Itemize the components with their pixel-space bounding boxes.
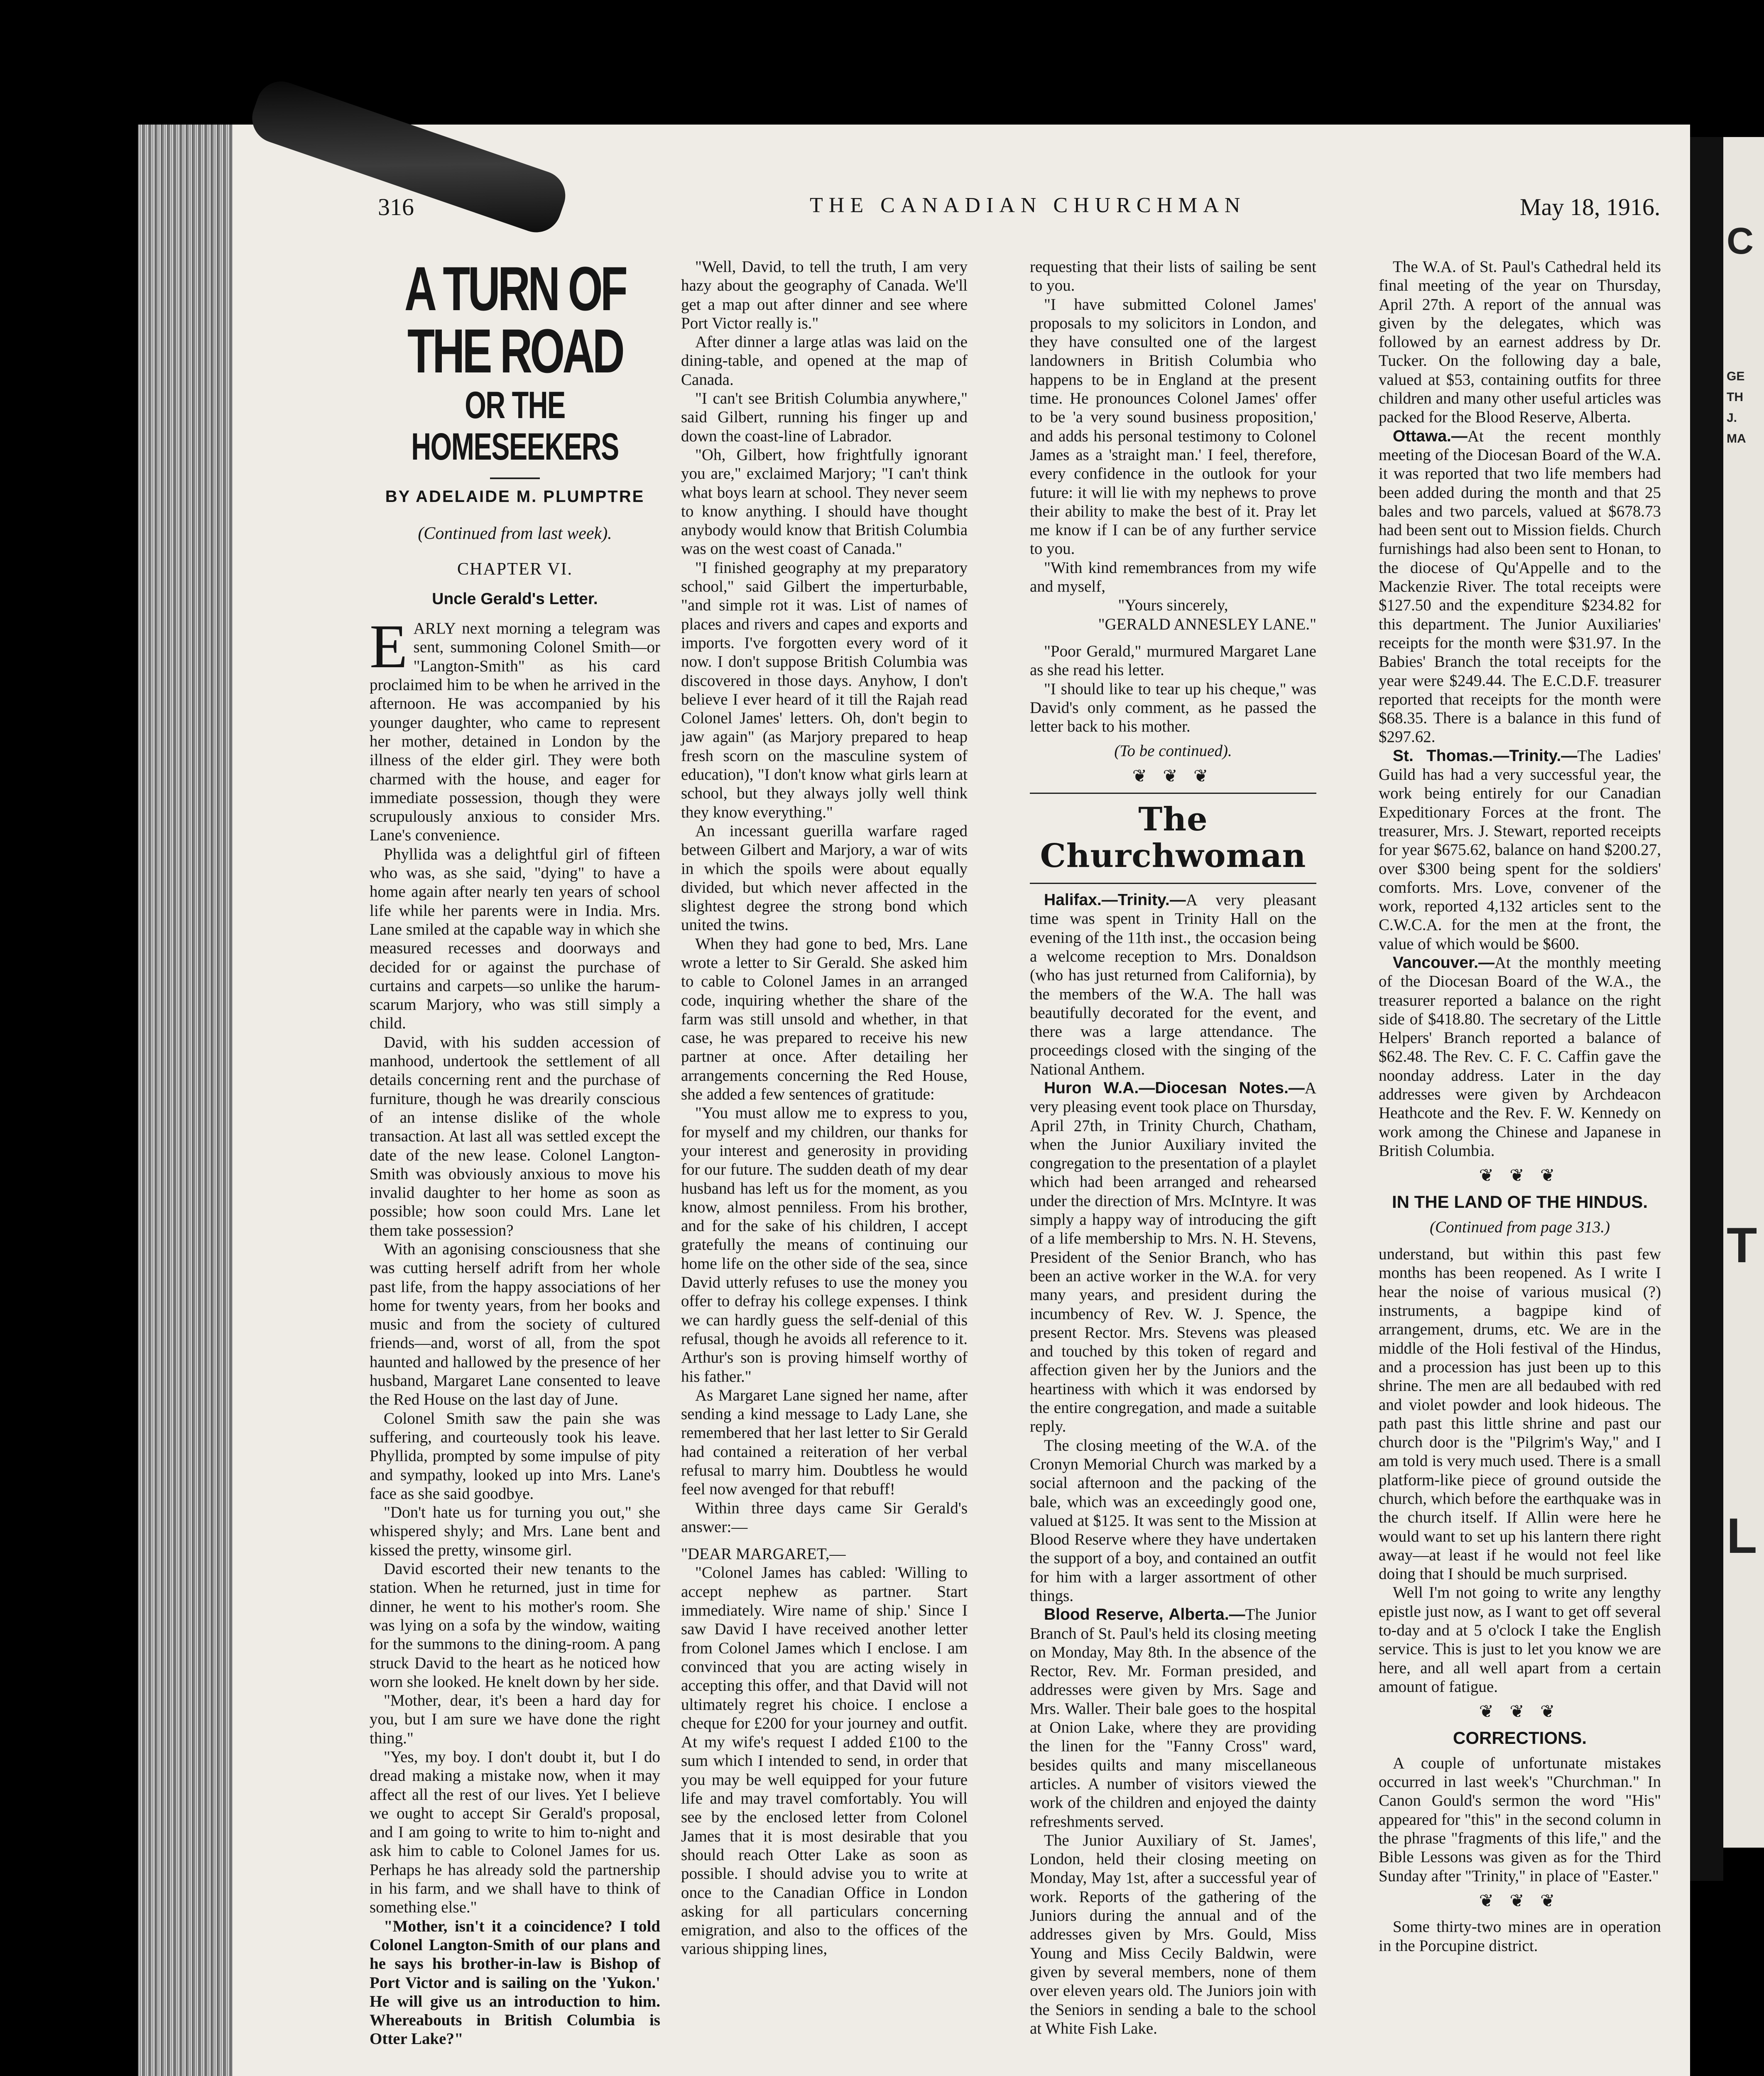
page-edge-stack xyxy=(138,125,246,2076)
news-item: Huron W.A.—Diocesan Notes.—A very pleasing event took place on Thursday, April 27th, in Trinity Church, Chatham, when the Junior Auxiliary invited the congregation to the presentation of a playlet which had been arranged and rehearsed under the direction of Mrs. McIntyre. It was simply a happy way of introducing the gift of a life membership to Mrs. N. H. Stevens, President of the Senior Branch, who has been an active worker in the W.A. for very many years, and president during the incumbency of Rev. W. J. Spence, the present Rector. Mrs. Stevens was pleased and touched by this token of regard and affection given her by the Juniors and the heartiness with which it was endorsed by the entire congregation, and made a suitable reply. xyxy=(1030,1079,1316,1436)
story-title: A TURN OF THE ROAD xyxy=(404,254,626,386)
story-paragraph: "You must allow me to express to you, for myself and my children, our thanks for your interest and generosity in providing for our future. The sudden death of my dear husband has left us for the moment, as you know, almost penniless. From his brother, and for the sake of his children, I accept gratefully the means of continuing our home life on the other side of the sea, since David utterly refuses to use the money you offer to defray his college expenses. I think we can hardly guess the self-denial of this refusal, though he avoids all reference to it. Arthur's son is proving himself worthy of his father." xyxy=(681,1104,968,1386)
ornament: ❦ ❦ ❦ xyxy=(1132,766,1214,786)
corrections-heading: CORRECTIONS. xyxy=(1453,1728,1587,1748)
news-item: Some thirty-two mines are in operation in the Porcupine district. xyxy=(1379,1918,1661,1955)
story-paragraph: understand, but within this past few months has been reopened. As I write I hear the noise of various musical (?) instruments, a bagpipe kind of arrangement, drums, etc. We are in the middle of the Holi festival of the Hindus, and a procession has just been up to this shrine. The men are all bedaubed with red and violet powder and look hideous. The path past this little shrine and past our church door is the "Pilgrim's Way," and I am told is very much used. There is a small platform-like piece of ground outside the church, which before the earthquake was in the church itself. If Allin were here he would want to set up his lantern there right away—at least if he would not feel like doing that I should be much surprised. xyxy=(1379,1245,1661,1583)
story-paragraph: "I can't see British Columbia anywhere," said Gilbert, running his finger up and down the coast-line of Labrador. xyxy=(681,389,968,445)
story-paragraph: An incessant guerilla warfare raged between Gilbert and Marjory, a war of wits in which the spoils were about equally divided, but which never affected in the slightest degree the strong bond which united the twins. xyxy=(681,822,968,934)
news-item: Vancouver.—At the monthly meeting of the Diocesan Board of the W.A., the treasurer reported a balance on the right side of $418.80. The secretary of the Little Helpers' Branch reported a balance of $62.48. The Rev. C. F. C. Caffin gave the noonday address. Later in the day addresses were given by Archdeacon Heathcote and the Rev. F. W. Kennedy on work among the Chinese and Japanese in British Columbia. xyxy=(1379,953,1661,1160)
continued-note: (Continued from last week). xyxy=(418,524,612,543)
story-paragraph: "Yes, my boy. I don't doubt it, but I do dread making a mistake now, when it may affect all the rest of our lives. Yet I believe we ought to accept Sir Gerald's proposal, and I am going to write to him to-night and ask him to cable to Colonel James for us. Perhaps he has already sold the partnership in his farm, and we shall have to think of something else." xyxy=(370,1748,660,1917)
story-paragraph: "I should like to tear up his cheque," was David's only comment, as he passed the letter back to his mother. xyxy=(1030,680,1316,736)
story-paragraph: After dinner a large atlas was laid on the dining-table, and opened at the map of Canada. xyxy=(681,333,968,389)
page-number: 316 xyxy=(378,193,414,220)
hindus-heading: IN THE LAND OF THE HINDUS. xyxy=(1392,1192,1648,1212)
hindus-continued-note: (Continued from page 313.) xyxy=(1429,1218,1610,1236)
column-3 xyxy=(1030,257,1316,2038)
news-item: Ottawa.—At the recent monthly meeting of the Diocesan Board of the W.A. it was reported that two life members had been added during the month and that 25 bales and two parcels, valued at $678.73 had been sent out to Mission fields. Church furnishings had also been sent to Honan, to the diocese of Qu'Appelle and to the Mackenzie River. The total receipts were $127.50 and the expenditure $234.82 for this department. The Junior Auxiliaries' receipts for the month were $31.97. In the Babies' Branch the total receipts for the year were $249.44. The E.C.D.F. treasurer reported that receipts for the month were $68.35. There is a balance in this fund of $297.62. xyxy=(1379,427,1661,746)
journal-title: THE CANADIAN CHURCHMAN xyxy=(810,193,1246,217)
issue-date: May 18, 1916. xyxy=(1520,193,1661,220)
story-paragraph: "Colonel James has cabled: 'Willing to accept nephew as partner. Start immediately. Wire name of ship.' Since I saw David I have received another letter from Colonel James which I enclose. I am convinced that you are acting wisely in accepting this offer, and that David will not ultimately regret his choice. I enclose a cheque for £200 for your journey and outfit. At my wife's request I added £100 to the sum which I intended to send, in order that you may be well equipped for your future life and may travel comfortably. You will see by the enclosed letter from Colonel James that it is most desirable that you should reach Otter Lake as soon as possible. I should advise you to write at once to the Canadian Office in London asking for all particulars concerning emigration, and also to the offices of the various shipping lines, xyxy=(681,1564,968,1958)
story-subtitle: OR THE HOMESEEKERS xyxy=(411,384,619,468)
story-paragraph: "Oh, Gilbert, how frightfully ignorant you are," exclaimed Marjory; "I can't think what boys learn at school. They never seem to know anything. I should have thought anybody would know that British Columbia was on the west coast of Canada." xyxy=(681,446,968,558)
chapter-heading: CHAPTER VI. xyxy=(457,559,573,579)
story-paragraph: "Mother, dear, it's been a hard day for you, but I am sure we have done the right thing." xyxy=(370,1692,660,1747)
news-item: Blood Reserve, Alberta.—The Junior Branch of St. Paul's held its closing meeting on Monday, May 8th. In the absence of the Rector, Rev. Mr. Forman presided, and addresses were given by Mrs. Sage and Mrs. Waller. Their bale goes to the hospital at Onion Lake, where they are providing the linen for the "Fanny Cross" ward, besides quilts and many miscellaneous articles. A number of visitors viewed the work of the children and enjoyed the dainty refreshments served. xyxy=(1030,1606,1316,1831)
facing-page-fragment: C GE TH J. MA T L xyxy=(1723,137,1764,1848)
story-paragraph: With an agonising consciousness that she was cutting herself adrift from her whole past life, from the happy associations of her home for twenty years, from her books and music and from the society of cultured friends—and, worst of all, from the spot haunted and hallowed by the presence of her husband, Margaret Lane consented to leave the Red House on the last day of June. xyxy=(370,1240,660,1409)
ornament: ❦ ❦ ❦ xyxy=(1479,1891,1561,1911)
churchwoman-heading: The Churchwoman xyxy=(1040,801,1306,875)
story-paragraph: "Mother, isn't it a coincidence? I told Colonel Langton-Smith of our plans and he says his brother-in-law is Bishop of Port Victor and is sailing on the 'Yukon.' He will give us an introduction to him. Whereabouts in British Columbia is Otter Lake?" xyxy=(370,1917,660,2048)
title-rule xyxy=(490,477,540,479)
ornament: ❦ ❦ ❦ xyxy=(1479,1166,1561,1186)
book-gutter xyxy=(1690,137,1723,1881)
section-rule xyxy=(1030,883,1316,884)
to-be-continued: (To be continued). xyxy=(1114,742,1232,760)
story-paragraph: "I have submitted Colonel James' proposals to my solicitors in London, and they have consulted one of the largest landowners in British Columbia who happens to be in England at the present time. He pronounces Colonel James' offer to be 'a very sound business proposition,' and adds his personal testimony to Colonel James as a 'straight man.' I feel, therefore, every confidence in the outlook for your future: it will lie with my nephews to prove their ability to make the best of it. Pray let me know if I can be of any further service to you. xyxy=(1030,295,1316,558)
story-paragraph: requesting that their lists of sailing be sent to you. xyxy=(1030,258,1316,295)
story-paragraph: "Don't hate us for turning you out," she whispered shyly; and Mrs. Lane bent and kissed the pretty, winsome girl. xyxy=(370,1503,660,1559)
corrections-text: A couple of unfortunate mistakes occurred in last week's "Churchman." In Canon Gould's sermon the word "His" appeared for "this" in the second column in the phrase "fragments of this life," and the Bible Lessons was given as for the Third Sunday after "Trinity," in place of "Easter." xyxy=(1379,1754,1661,1885)
news-item: The Junior Auxiliary of St. James', London, held their closing meeting on Monday, May 1st, after a successful year of work. Reports of the gathering of the Juniors during the annual and of the addresses given by Mrs. Gould, Miss Young and Miss Cecily Baldwin, were given by several members, none of them over eleven years old. The Juniors join with the Seniors in sending a bale to the school at White Fish Lake. xyxy=(1030,1831,1316,2037)
chapter-title: Uncle Gerald's Letter. xyxy=(432,590,598,608)
news-item: The closing meeting of the W.A. of the Cronyn Memorial Church was marked by a social afternoon and the packing of the bale, which was an exceedingly good one, valued at $125. It was sent to the Mission at Blood Reserve where they have undertaken the support of a boy, and contained an outfit for him with a larger assortment of other things. xyxy=(1030,1436,1316,1605)
ornament: ❦ ❦ ❦ xyxy=(1479,1702,1561,1722)
story-paragraph: David escorted their new tenants to the station. When he returned, just in time for dinner, he went to his mother's room. She was lying on a sofa by the window, waiting for the summons to the dining-room. A pang struck David to the heart as he noticed how worn she looked. He knelt down by her side. xyxy=(370,1560,660,1691)
story-paragraph: "I finished geography at my preparatory school," said Gilbert the imperturbable, "and simple rot it was. List of names of places and rivers and capes and exports and imports. I've forgotten every word of it now. I don't suppose British Columbia was discovered in those days. Anyhow, I don't believe I ever heard of it till the Rajah read Colonel James' letters. Oh, don't begin to jaw again" (as Marjory prepared to heap fresh scorn on the masculine system of education), "I don't know what girls learn at school, but they always jolly well think they know everything." xyxy=(681,558,968,821)
column-4 xyxy=(1379,257,1661,1955)
story-paragraph: "Well, David, to tell the truth, I am very hazy about the geography of Canada. We'll get a map out after dinner and see where Port Victor really is." xyxy=(681,258,968,332)
story-paragraph: David, with his sudden accession of manhood, undertook the settlement of all details concerning rent and the purchase of furniture, though he was drearily conscious of an intense dislike of the whole transaction. At last all was settled except the date of the new lease. Colonel Langton-Smith was obviously anxious to move his invalid daughter to her home as soon as possible; how soon could Mrs. Lane let them take possession? xyxy=(370,1033,660,1239)
column-2 xyxy=(681,257,968,1958)
news-item: St. Thomas.—Trinity.—The Ladies' Guild has had a very successful year, the work being entirely for our Canadian Expeditionary Forces at the front. The treasurer, Mrs. J. Stewart, reported receipts for year $675.62, balance on hand $200.27, over $300 being spent for the soldiers' comforts. Mrs. Love, convener of the work, reported 4,132 articles sent to the C.W.C.A. for the men at the front, the value of which would be $600. xyxy=(1379,747,1661,953)
news-item: The W.A. of St. Paul's Cathedral held its final meeting of the year on Thursday, April 27th. A report of the annual was given by the delegates, which was followed by an earnest address by Dr. Tucker. On the following day a bale, valued at $53, containing outfits for three children and many other useful articles was packed for the Blood Reserve, Alberta. xyxy=(1379,258,1661,426)
letter-signature: "GERALD ANNESLEY LANE." xyxy=(1098,615,1316,633)
byline: BY ADELAIDE M. PLUMPTRE xyxy=(385,487,645,506)
letter-salutation: "DEAR MARGARET,— xyxy=(681,1545,846,1563)
story-paragraph: EARLY next morning a telegram was sent, summoning Colonel Smith—or "Langton-Smith" as his card proclaimed him to be when he arrived in the afternoon. He was accompanied by his younger daughter, who came to represent her mother, detained in London by the illness of the elder girl. They were both charmed with the house, and eager for immediate possession, though they were scrupulously anxious to consider Mrs. Lane's convenience. xyxy=(370,612,660,845)
column-1 xyxy=(370,254,660,2049)
story-paragraph: Phyllida was a delightful girl of fifteen who was, as she said, "dying" to have a home again after nearly ten years of school life while her parents were in India. Mrs. Lane smiled at the capable way in which she measured recesses and doorways and decided for or against the purchase of curtains and carpets—so unlike the harum-scarum Marjory, who was still simply a child. xyxy=(370,845,660,1033)
story-paragraph: When they had gone to bed, Mrs. Lane wrote a letter to Sir Gerald. She asked him to cable to Colonel James in an arranged code, inquiring whether the share of the farm was still unsold and whether, in that case, he was prepared to receive his new partner at once. After detailing her arrangements concerning the Red House, she added a few sentences of gratitude: xyxy=(681,935,968,1104)
story-paragraph: "With kind remembrances from my wife and myself, xyxy=(1030,558,1316,596)
drop-cap: E xyxy=(370,612,408,681)
letter-closing: "Yours sincerely, xyxy=(1118,596,1228,614)
section-rule xyxy=(1030,793,1316,794)
story-paragraph: Colonel Smith saw the pain she was suffering, and courteously took his leave. Phyllida, prompted by some impulse of pity and sympathy, looked up into Mrs. Lane's face as she said goodbye. xyxy=(370,1409,660,1503)
story-paragraph: Within three days came Sir Gerald's answer:— xyxy=(681,1499,968,1536)
story-paragraph: "Poor Gerald," murmured Margaret Lane as she read his letter. xyxy=(1030,642,1316,679)
story-paragraph: As Margaret Lane signed her name, after sending a kind message to Lady Lane, she remembered that her last letter to Sir Gerald had contained a reiteration of her verbal refusal to marry him. Doubtless he would feel now avenged for that rebuff! xyxy=(681,1386,968,1498)
story-paragraph: Well I'm not going to write any lengthy epistle just now, as I want to get off several to-day and at 5 o'clock I take the English service. This is just to let you know we are here, and all well apart from a certain amount of fatigue. xyxy=(1379,1584,1661,1696)
news-item: Halifax.—Trinity.—A very pleasant time was spent in Trinity Hall on the evening of the 11th inst., the occasion being a welcome reception to Mrs. Donaldson (who has just returned from California), by the members of the W.A. The hall was beautifully decorated for the event, and there was a large attendance. The proceedings closed with the singing of the National Anthem. xyxy=(1030,891,1316,1078)
